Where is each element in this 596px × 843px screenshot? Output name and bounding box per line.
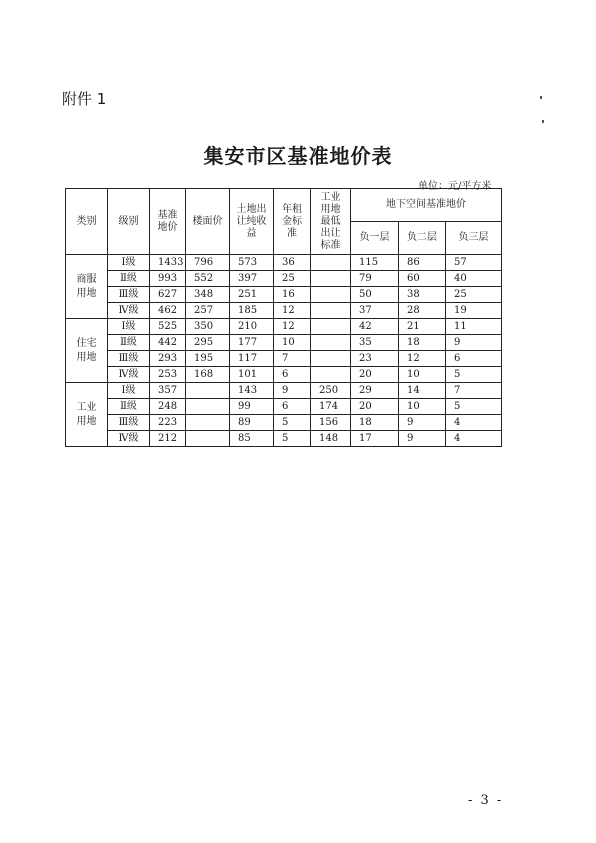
grade-cell: Ⅱ级 [108, 399, 150, 415]
annual-rent-cell: 6 [274, 399, 311, 415]
grade-cell: Ⅰ级 [108, 383, 150, 399]
industrial-minimum-cell [311, 255, 351, 271]
grade-cell: Ⅰ级 [108, 319, 150, 335]
basement-2-cell: 60 [399, 271, 446, 287]
industrial-minimum-cell [311, 367, 351, 383]
industrial-minimum-cell: 174 [311, 399, 351, 415]
floor-price-cell: 295 [186, 335, 230, 351]
industrial-minimum-cell [311, 351, 351, 367]
basement-1-cell: 115 [351, 255, 399, 271]
header-grade: 级别 [108, 189, 150, 255]
table-header [66, 189, 502, 255]
basement-3-cell: 4 [446, 431, 502, 447]
basement-3-cell: 9 [446, 335, 502, 351]
basement-3-cell: 40 [446, 271, 502, 287]
grade-cell: Ⅳ级 [108, 303, 150, 319]
net-income-cell: 185 [230, 303, 274, 319]
floor-price-cell: 796 [186, 255, 230, 271]
industrial-minimum-cell: 250 [311, 383, 351, 399]
basement-3-cell: 4 [446, 415, 502, 431]
grade-cell: Ⅳ级 [108, 367, 150, 383]
industrial-minimum-cell: 156 [311, 415, 351, 431]
basement-2-cell: 9 [399, 431, 446, 447]
benchmark-price-cell: 212 [150, 431, 186, 447]
basement-3-cell: 7 [446, 383, 502, 399]
header-category: 类别 [66, 189, 108, 255]
basement-1-cell: 37 [351, 303, 399, 319]
basement-1-cell: 42 [351, 319, 399, 335]
benchmark-price-cell: 253 [150, 367, 186, 383]
grade-cell: Ⅲ级 [108, 415, 150, 431]
scan-speck [540, 96, 542, 99]
table-row [66, 367, 502, 383]
basement-1-cell: 79 [351, 271, 399, 287]
floor-price-cell: 552 [186, 271, 230, 287]
unit-label: 单位：元/平方米 [418, 181, 492, 192]
table-row [66, 383, 502, 399]
industrial-minimum-cell [311, 319, 351, 335]
benchmark-price-cell: 993 [150, 271, 186, 287]
floor-price-cell: 168 [186, 367, 230, 383]
basement-1-cell: 18 [351, 415, 399, 431]
table-row [66, 287, 502, 303]
annual-rent-cell: 7 [274, 351, 311, 367]
basement-2-cell: 86 [399, 255, 446, 271]
basement-3-cell: 57 [446, 255, 502, 271]
net-income-cell: 101 [230, 367, 274, 383]
floor-price-cell [186, 399, 230, 415]
industrial-minimum-cell [311, 335, 351, 351]
annual-rent-cell: 25 [274, 271, 311, 287]
basement-1-cell: 20 [351, 399, 399, 415]
basement-2-cell: 9 [399, 415, 446, 431]
floor-price-cell [186, 415, 230, 431]
category-cell: 工业 用地 [66, 383, 108, 447]
header-basement-1: 负一层 [351, 222, 399, 255]
table-row [66, 399, 502, 415]
floor-price-cell [186, 383, 230, 399]
benchmark-price-cell: 462 [150, 303, 186, 319]
net-income-cell: 143 [230, 383, 274, 399]
table-row [66, 351, 502, 367]
basement-1-cell: 17 [351, 431, 399, 447]
grade-cell: Ⅱ级 [108, 335, 150, 351]
table-row [66, 271, 502, 287]
document-title: 集安市区基准地价表 [203, 144, 393, 168]
grade-cell: Ⅱ级 [108, 271, 150, 287]
basement-1-cell: 50 [351, 287, 399, 303]
table-row [66, 255, 502, 271]
basement-2-cell: 18 [399, 335, 446, 351]
table-row [66, 431, 502, 447]
basement-2-cell: 10 [399, 399, 446, 415]
basement-3-cell: 6 [446, 351, 502, 367]
basement-2-cell: 21 [399, 319, 446, 335]
annual-rent-cell: 6 [274, 367, 311, 383]
net-income-cell: 210 [230, 319, 274, 335]
benchmark-price-cell: 223 [150, 415, 186, 431]
annual-rent-cell: 12 [274, 303, 311, 319]
header-underground: 地下空间基准地价 [351, 189, 502, 222]
annual-rent-cell: 10 [274, 335, 311, 351]
grade-cell: Ⅳ级 [108, 431, 150, 447]
basement-2-cell: 28 [399, 303, 446, 319]
header-benchmark-price: 基准地价 [150, 189, 186, 255]
category-cell: 住宅 用地 [66, 319, 108, 383]
annual-rent-cell: 5 [274, 415, 311, 431]
header-basement-2: 负二层 [399, 222, 446, 255]
scan-speck [542, 120, 544, 123]
floor-price-cell: 257 [186, 303, 230, 319]
net-income-cell: 397 [230, 271, 274, 287]
header-annual-rent: 年租金标准 [274, 189, 311, 255]
benchmark-price-cell: 293 [150, 351, 186, 367]
net-income-cell: 573 [230, 255, 274, 271]
header-basement-3: 负三层 [446, 222, 502, 255]
benchmark-price-cell: 1433 [150, 255, 186, 271]
benchmark-price-cell: 357 [150, 383, 186, 399]
grade-cell: Ⅲ级 [108, 351, 150, 367]
table-row [66, 335, 502, 351]
basement-3-cell: 5 [446, 367, 502, 383]
benchmark-price-cell: 525 [150, 319, 186, 335]
basement-1-cell: 23 [351, 351, 399, 367]
basement-1-cell: 35 [351, 335, 399, 351]
basement-2-cell: 10 [399, 367, 446, 383]
land-price-table [65, 188, 502, 447]
floor-price-cell [186, 431, 230, 447]
category-cell: 商服 用地 [66, 255, 108, 319]
net-income-cell: 85 [230, 431, 274, 447]
annual-rent-cell: 12 [274, 319, 311, 335]
table-row [66, 415, 502, 431]
industrial-minimum-cell [311, 303, 351, 319]
basement-1-cell: 20 [351, 367, 399, 383]
basement-2-cell: 12 [399, 351, 446, 367]
attachment-label: 附件 1 [62, 90, 107, 108]
annual-rent-cell: 5 [274, 431, 311, 447]
benchmark-price-cell: 442 [150, 335, 186, 351]
benchmark-price-cell: 248 [150, 399, 186, 415]
benchmark-price-cell: 627 [150, 287, 186, 303]
annual-rent-cell: 36 [274, 255, 311, 271]
net-income-cell: 177 [230, 335, 274, 351]
annual-rent-cell: 16 [274, 287, 311, 303]
basement-2-cell: 14 [399, 383, 446, 399]
floor-price-cell: 348 [186, 287, 230, 303]
basement-3-cell: 5 [446, 399, 502, 415]
table-body [66, 255, 502, 447]
header-net-income: 土地出让纯收益 [230, 189, 274, 255]
industrial-minimum-cell [311, 271, 351, 287]
grade-cell: Ⅰ级 [108, 255, 150, 271]
annual-rent-cell: 9 [274, 383, 311, 399]
header-floor-price: 楼面价 [186, 189, 230, 255]
table-row [66, 319, 502, 335]
industrial-minimum-cell [311, 287, 351, 303]
grade-cell: Ⅲ级 [108, 287, 150, 303]
basement-3-cell: 11 [446, 319, 502, 335]
basement-1-cell: 29 [351, 383, 399, 399]
net-income-cell: 99 [230, 399, 274, 415]
basement-3-cell: 19 [446, 303, 502, 319]
floor-price-cell: 350 [186, 319, 230, 335]
basement-3-cell: 25 [446, 287, 502, 303]
net-income-cell: 117 [230, 351, 274, 367]
net-income-cell: 251 [230, 287, 274, 303]
net-income-cell: 89 [230, 415, 274, 431]
basement-2-cell: 38 [399, 287, 446, 303]
industrial-minimum-cell: 148 [311, 431, 351, 447]
table-row [66, 303, 502, 319]
page-number: - 3 - [468, 793, 504, 808]
header-industrial-minimum: 工业用地最低出让标准 [311, 189, 351, 255]
floor-price-cell: 195 [186, 351, 230, 367]
